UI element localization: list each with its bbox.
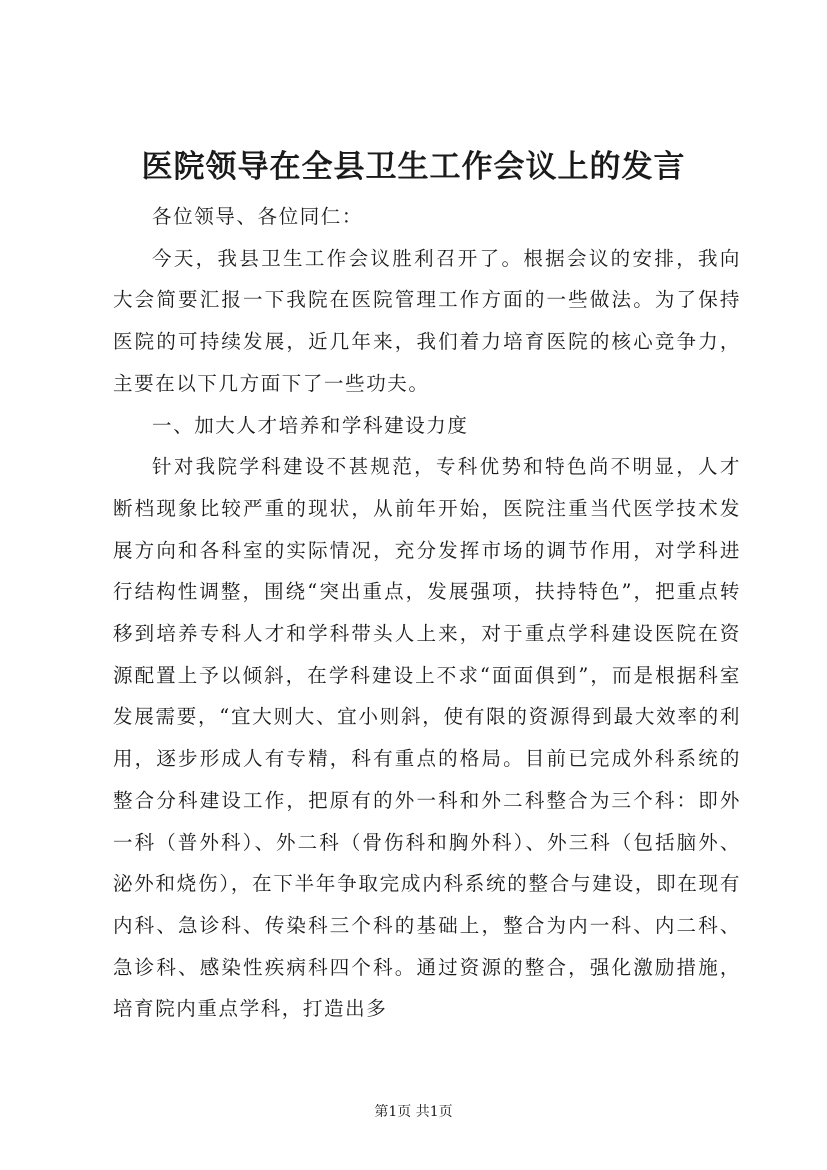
document-body [113,196,741,1030]
body-paragraph: 针对我院学科建设不甚规范，专科优势和特色尚不明显，人才断档现象比较严重的现状，从前年开始，医院注重当代医学技术发展方向和各科室的实际情况，充分发挥市场的调节作用，对学科进行结构性调整，围绕“突出重点，发展强项，扶持特色”，把重点转移到培养专科人才和学科带头人上来，对于重点学科建设医院在资源配置上予以倾斜，在学科建设上不求“面面俱到”，而是根据科室发展需要，“宜大则大、宜小则斜，使有限的资源得到最大效率的利用，逐步形成人有专精，科有重点的格局。目前已完成外科系统的整合分科建设工作，把原有的外一科和外二科整合为三个科：即外一科（普外科）、外二科（骨伤科和胸外科）、外三科（包括脑外、泌外和烧伤），在下半年争取完成内科系统的整合与建设，即在现有内科、急诊科、传染科三个科的基础上，整合为内一科、内二科、急诊科、感染性疾病科四个科。通过资源的整合，强化激励措施，培育院内重点学科，打造出多 [113,455,741,1021]
intro-paragraph: 今天，我县卫生工作会议胜利召开了。根据会议的安排，我向大会简要汇报一下我院在医院管理工作方面的一些做法。为了保持医院的可持续发展，近几年来，我们着力培育医院的核心竞争力，主要在以下几方面下了一些功夫。 [113,246,741,395]
salutation-paragraph: 各位领导、各位同仁： [152,205,364,228]
document-title: 医院领导在全县卫生工作会议上的发言 [141,149,686,185]
section-heading: 一、加大人才培养和学科建设力度 [152,413,469,437]
page-number-footer: 第1页 共1页 [374,1104,453,1120]
